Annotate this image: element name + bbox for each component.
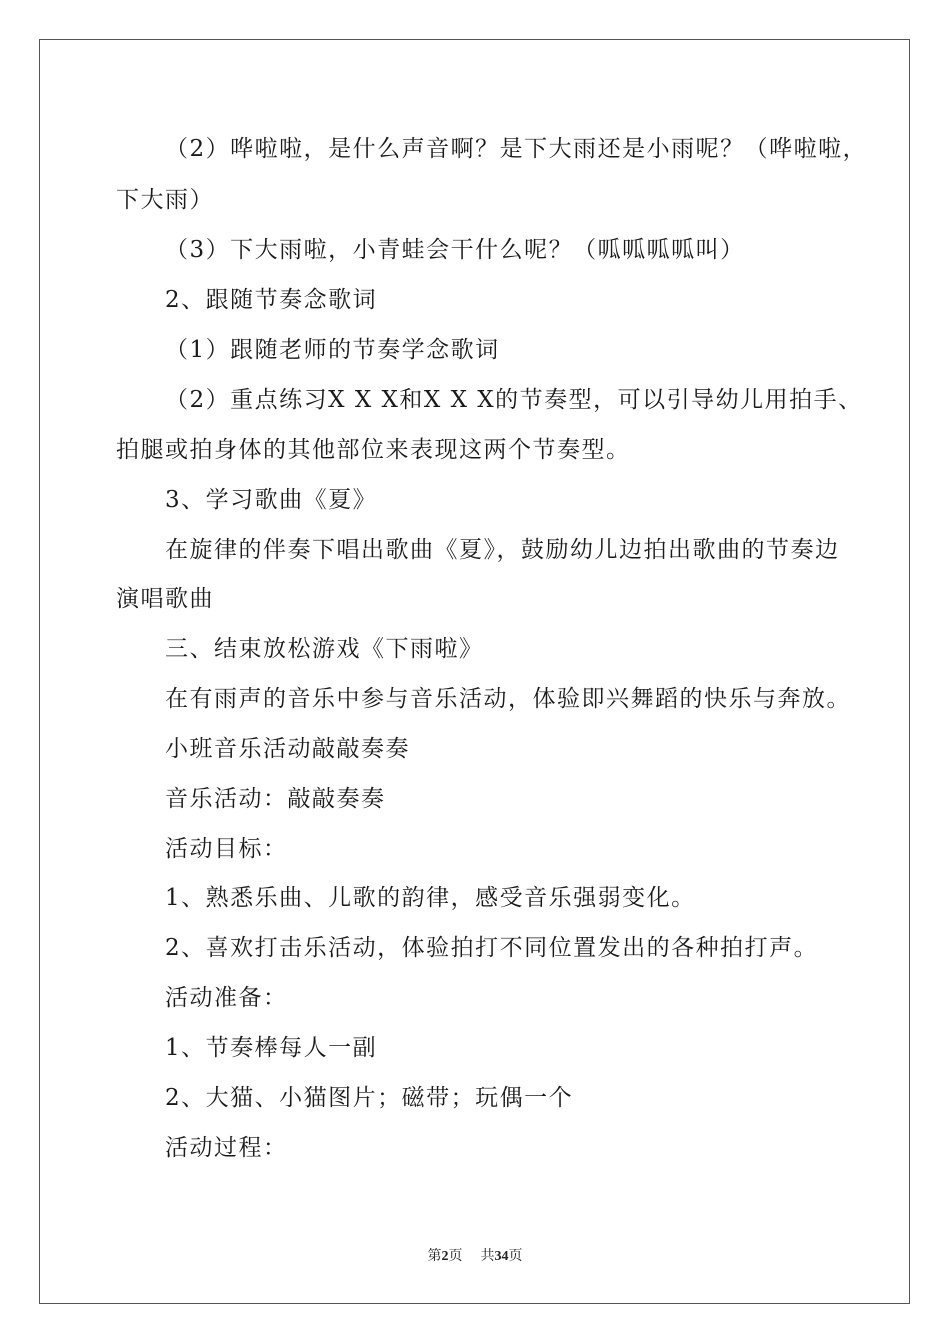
text-line: 音乐活动：敲敲奏奏 xyxy=(165,786,386,812)
text-line: 在有雨声的音乐中参与音乐活动，体验即兴舞蹈的快乐与奔放。 xyxy=(165,686,851,712)
text-line: 在旋律的伴奏下唱出歌曲《夏》，鼓励幼儿边拍出歌曲的节奏边 xyxy=(165,537,840,563)
text-line: 2、喜欢打击乐活动，体验拍打不同位置发出的各种拍打声。 xyxy=(165,935,819,961)
page-prefix: 第 xyxy=(427,1249,442,1264)
text-line: 3、学习歌曲《夏》 xyxy=(165,487,378,513)
text-line: （1）跟随老师的节奏学念歌词 xyxy=(165,337,500,363)
total-prefix: 共 xyxy=(480,1249,495,1264)
text-line: （2）重点练习X X X和X X X的节奏型，可以引导幼儿用拍手、 xyxy=(165,387,863,413)
text-line: （3）下大雨啦，小青蛙会干什么呢？（呱呱呱呱叫） xyxy=(165,237,745,263)
text-line: 小班音乐活动敲敲奏奏 xyxy=(165,736,410,762)
page-suffix: 页 xyxy=(448,1249,463,1264)
text-line: 2、大猫、小猫图片；磁带；玩偶一个 xyxy=(165,1085,574,1111)
text-line: 三、结束放松游戏《下雨啦》 xyxy=(165,636,484,662)
page-number: 2 xyxy=(441,1249,449,1264)
text-line: 活动目标： xyxy=(165,836,288,862)
text-line: 拍腿或拍身体的其他部位来表现这两个节奏型。 xyxy=(116,437,631,463)
text-line: （2）哗啦啦，是什么声音啊？是下大雨还是小雨呢？（哗啦啦， xyxy=(165,136,868,162)
text-line: 演唱歌曲 xyxy=(116,586,214,612)
text-line: 2、跟随节奏念歌词 xyxy=(165,287,378,313)
text-line: 1、熟悉乐曲、儿歌的韵律，感受音乐强弱变化。 xyxy=(165,885,696,911)
total-suffix: 页 xyxy=(508,1249,523,1264)
text-line: 下大雨） xyxy=(116,187,214,213)
text-line: 活动过程： xyxy=(165,1135,288,1161)
text-line: 1、节奏棒每人一副 xyxy=(165,1035,378,1061)
total-pages: 34 xyxy=(494,1249,509,1264)
page-border xyxy=(39,39,910,1304)
text-line: 活动准备： xyxy=(165,985,288,1011)
page-footer xyxy=(0,1248,950,1266)
